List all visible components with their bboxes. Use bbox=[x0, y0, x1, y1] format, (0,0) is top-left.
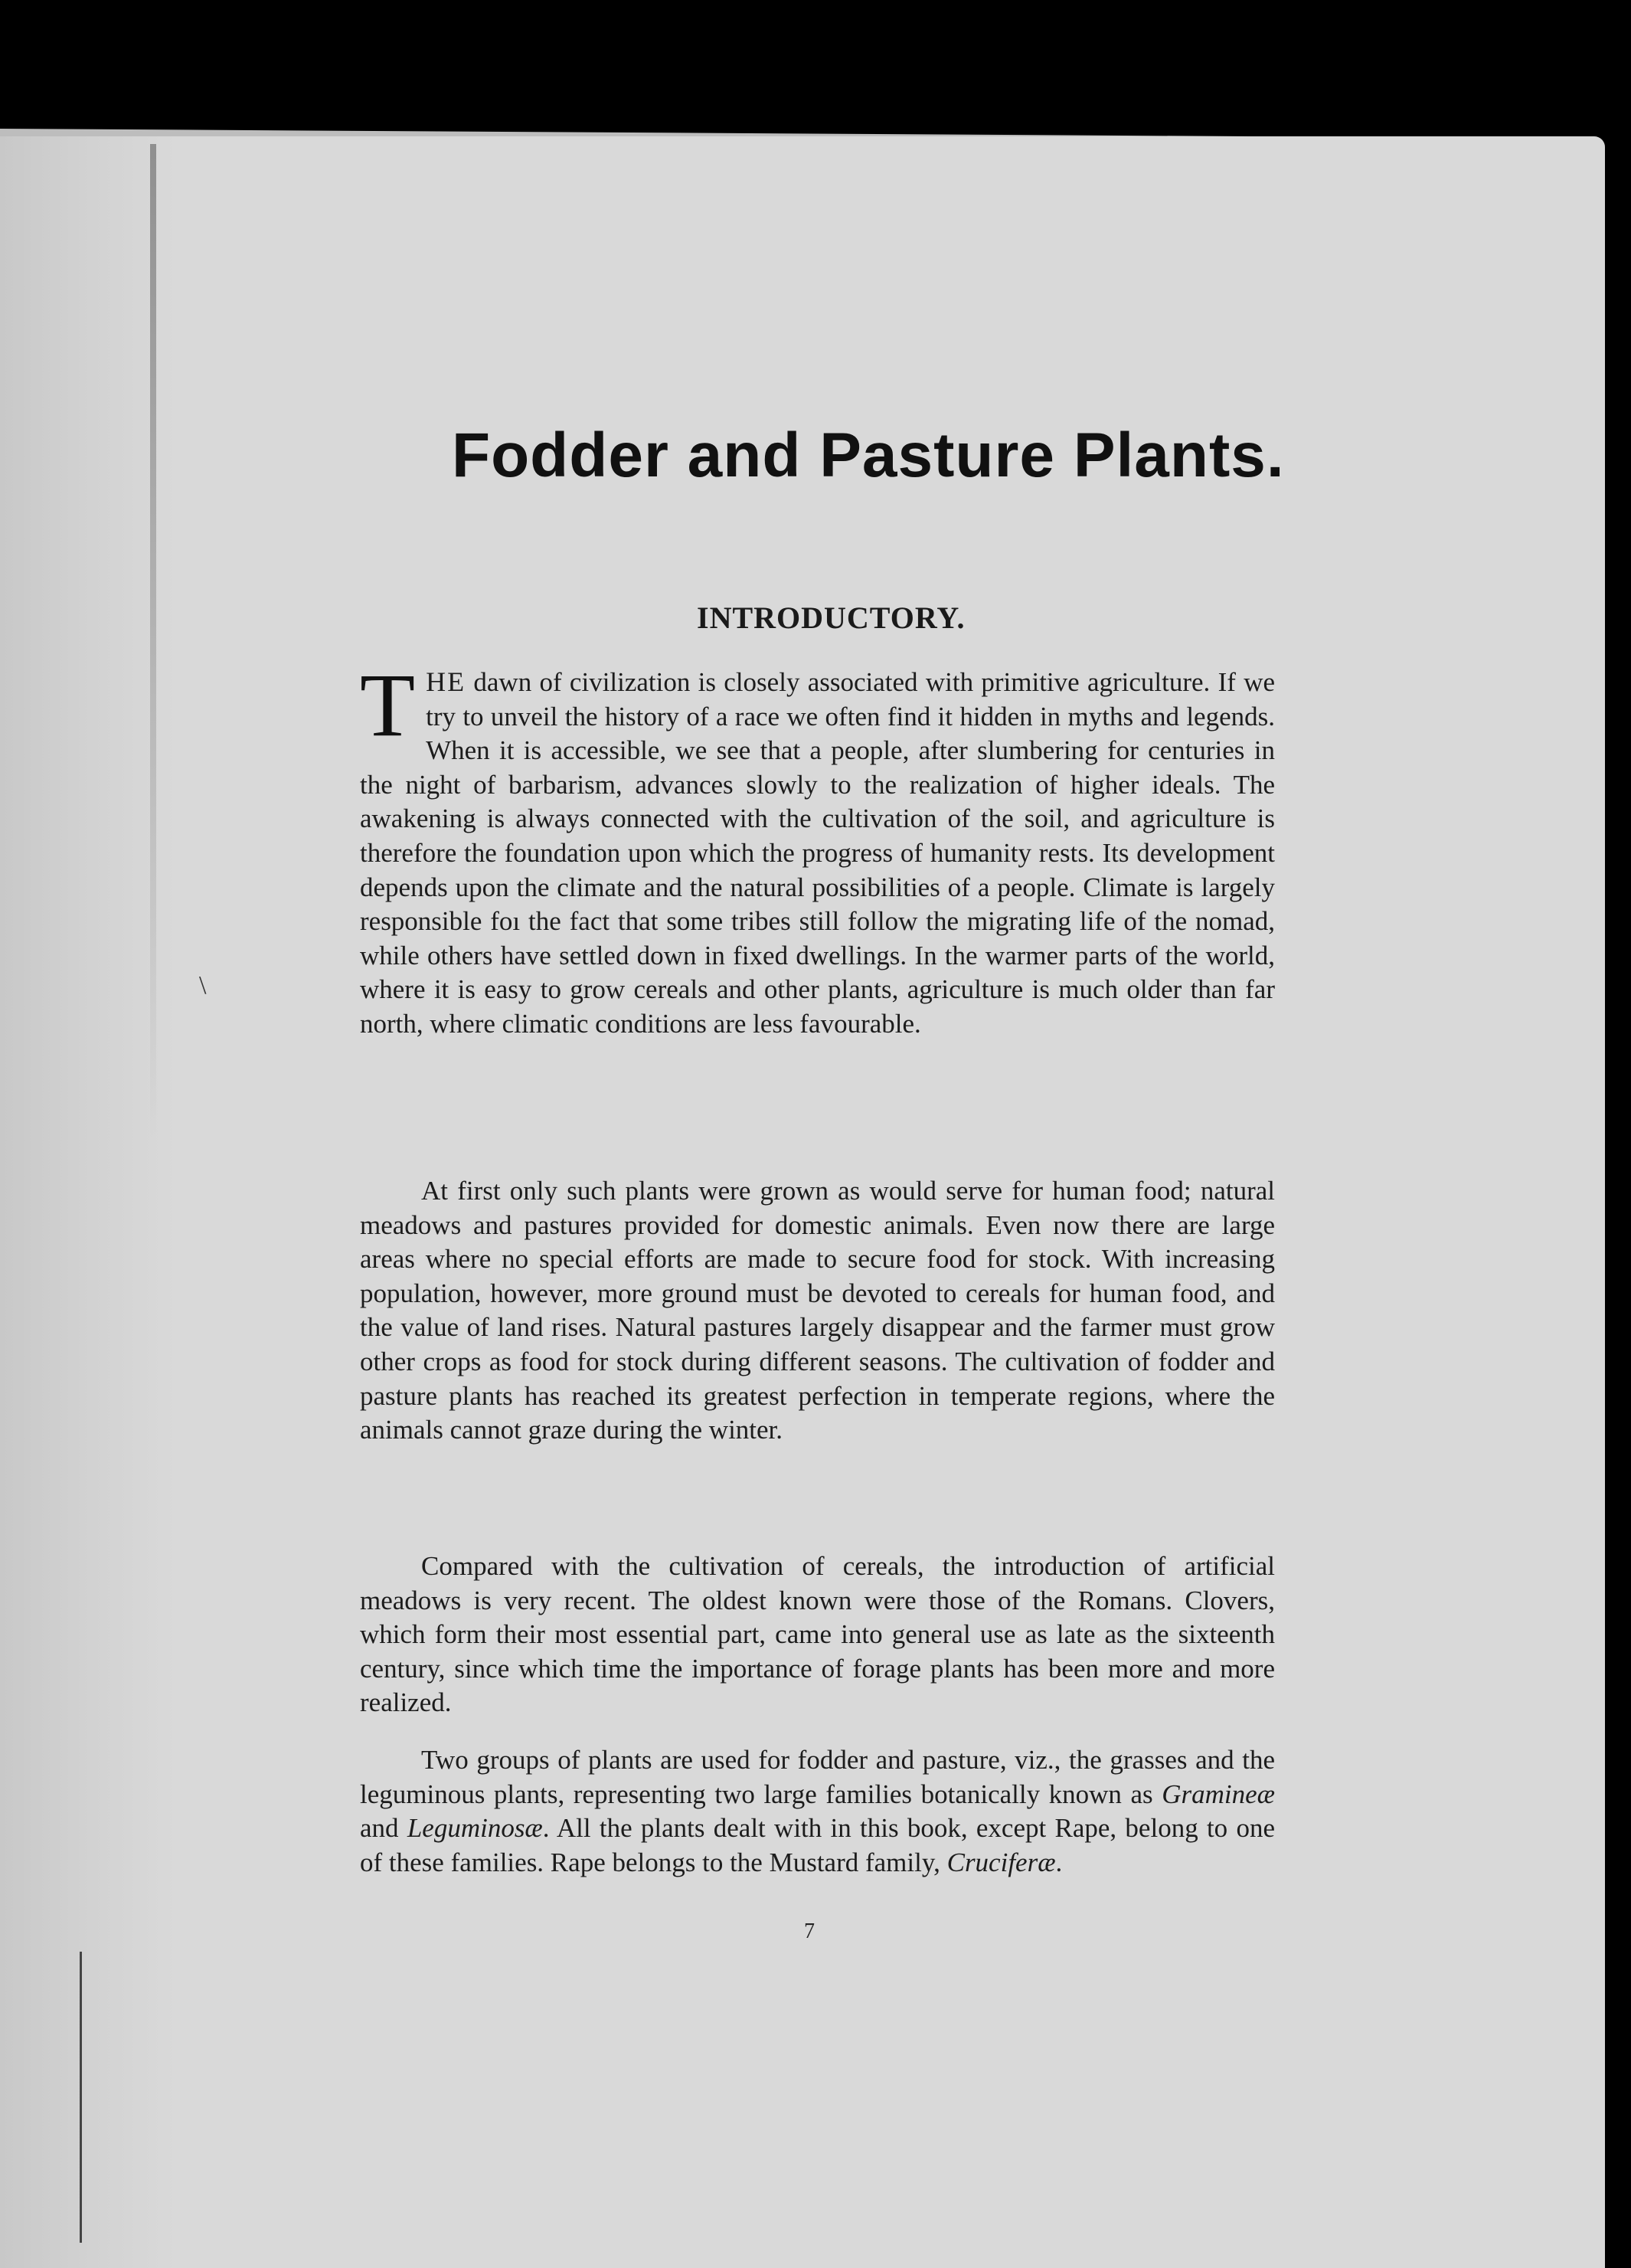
drop-cap: T bbox=[360, 655, 416, 755]
section-heading: INTRODUCTORY. bbox=[697, 601, 966, 635]
term-cruciferae: Cruciferæ bbox=[946, 1847, 1056, 1877]
book-page bbox=[0, 136, 1605, 2268]
paragraph-4-text-a: Two groups of plants are used for fodder and pasture, viz., the grasses and the leguminous plants, representing two large families botanically known as bbox=[360, 1745, 1275, 1809]
binding-shadow bbox=[150, 144, 156, 1140]
margin-mark: \ bbox=[199, 971, 207, 1000]
paragraph-1-text: dawn of civilization is closely associated with primitive agriculture. If we try to unveil the history of a race we often find it hidden in myths and legends. When it is accessible, we see that a people, after slumbering for centuries in the night of barbarism, advances slowly to the realization of higher ideals. The awakening is always connected with the cultivation of the soil, and agriculture is therefore the foundation upon which the progress of humanity rests. Its development depends upon the climate and the natural possibilities of a people. Climate is largely responsible foı the fact that some tribes still follow the migrating life of the nomad, while others have settled down in fixed dwellings. In the warmer parts of the world, where it is easy to grow cereals and other plants, agriculture is much older than far north, where climatic conditions are less favourable. bbox=[360, 667, 1275, 1039]
page-number: 7 bbox=[804, 1919, 815, 1943]
paragraph-4-text-b: . All the plants dealt with in this book, except Rape, belong to one of these families. Rape belongs to the Mustard family, bbox=[360, 1813, 1275, 1877]
page-title: Fodder and Pasture Plants. bbox=[452, 421, 1285, 490]
paragraph-4 bbox=[360, 1743, 1275, 1880]
paragraph-3: Compared with the cultivation of cereals, the introduction of artificial meadows is very recent. The oldest known were those of the Romans. Clovers, which form their most essential part, came into general use as late as the sixteenth century, since which time the importance of forage plants has been more and more realized. bbox=[360, 1551, 1275, 1718]
paragraph-4-and: and bbox=[360, 1813, 407, 1844]
paragraph-1 bbox=[360, 655, 1275, 1042]
paragraph-2: At first only such plants were grown as would serve for human food; natural meadows and pastures provided for domestic animals. Even now there are large areas where no special efforts are made to secure food for stock. With increasing population, however, more ground must be devoted to cereals for human food, and the value of land rises. Natural pastures largely disappear and the farmer must grow other crops as food for stock during different seasons. The cultivation of fodder and pasture plants has reached its greatest perfection in temperate regions, where the animals cannot graze during the winter. bbox=[360, 1176, 1275, 1445]
first-word-rest: HE bbox=[426, 666, 466, 697]
term-gramineae: Gramineæ bbox=[1162, 1779, 1275, 1809]
term-leguminosae: Leguminosæ bbox=[407, 1813, 543, 1844]
paragraph-4-end: . bbox=[1055, 1847, 1063, 1877]
binding-edge-line bbox=[80, 1952, 82, 2243]
